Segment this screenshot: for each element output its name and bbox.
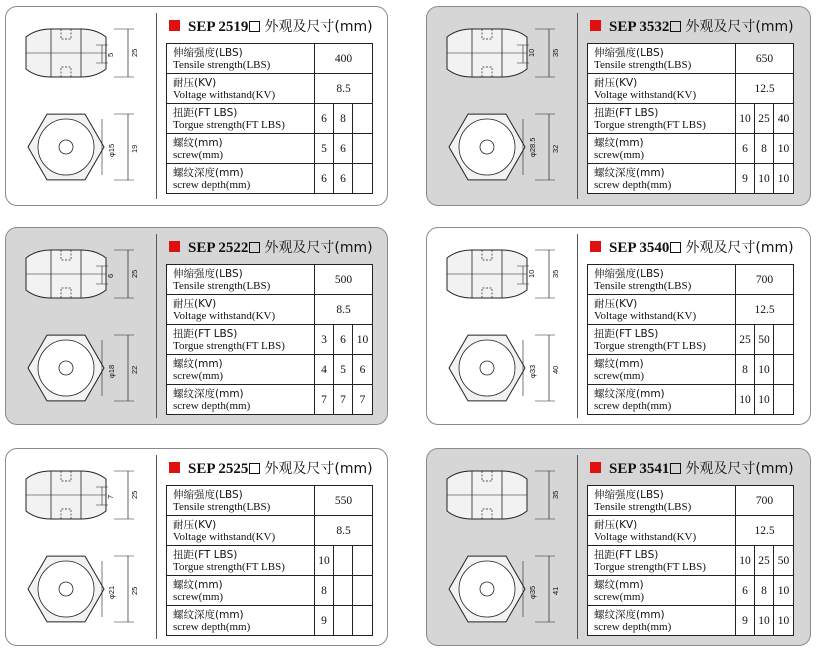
table-row (588, 606, 794, 636)
value-cell: 40 (774, 104, 794, 134)
value-cell: 8 (736, 355, 755, 385)
model-number: SEP 2525 (188, 461, 249, 477)
value-cell: 5 (334, 355, 353, 385)
value-cell: 25 (736, 325, 755, 355)
model-number: SEP 3541 (609, 461, 670, 477)
red-square-icon (169, 462, 180, 473)
table-row (588, 295, 794, 325)
insulator-drawing (427, 7, 577, 206)
value-cell: 10 (755, 164, 774, 194)
table-row (588, 104, 794, 134)
product-card (5, 6, 388, 206)
checkbox-square-icon (249, 21, 260, 32)
model-number: SEP 2522 (188, 240, 249, 256)
table-row (167, 295, 373, 325)
product-title (590, 237, 794, 257)
value-cell: 10 (774, 606, 794, 636)
hex-dim-label: 40 (551, 365, 560, 374)
table-row (167, 164, 373, 194)
table-row (588, 516, 794, 546)
spec-label: 螺纹(mm) screw(mm) (588, 576, 736, 606)
checkbox-square-icon (249, 463, 260, 474)
value-cell: 9 (315, 606, 334, 636)
product-card (426, 227, 811, 425)
height-dim-label: 25 (130, 269, 139, 278)
voltage-value: 12.5 (736, 295, 794, 325)
spec-label: 螺纹(mm) screw(mm) (588, 134, 736, 164)
product-title (590, 458, 794, 478)
insulator-drawing (427, 228, 577, 425)
table-row (588, 355, 794, 385)
spec-label: 耐压(KV) Voltage withstand(KV) (588, 295, 736, 325)
thread-dim-label: 10 (527, 269, 536, 278)
value-cell: 8 (755, 576, 774, 606)
table-row (588, 576, 794, 606)
table-row (167, 606, 373, 636)
value-cell: 10 (736, 546, 755, 576)
thread-dim-label: 7 (106, 494, 115, 499)
spec-label: 伸缩强度(LBS) Tensile strength(LBS) (588, 265, 736, 295)
value-cell: 8 (334, 104, 353, 134)
diameter-dim-label: φ18 (107, 364, 116, 378)
spec-label: 伸缩强度(LBS) Tensile strength(LBS) (588, 44, 736, 74)
voltage-value: 12.5 (736, 74, 794, 104)
spec-label: 螺纹(mm) screw(mm) (588, 355, 736, 385)
red-square-icon (590, 462, 601, 473)
value-cell: 8 (755, 134, 774, 164)
value-cell (353, 164, 373, 194)
tensile-value: 700 (736, 265, 794, 295)
table-row (167, 325, 373, 355)
value-cell: 10 (736, 104, 755, 134)
diameter-dim-label: φ21 (107, 585, 116, 599)
spec-table (166, 264, 373, 415)
title-suffix: 外观及尺寸(mm) (685, 461, 794, 477)
title-suffix: 外观及尺寸(mm) (264, 240, 373, 256)
checkbox-square-icon (670, 21, 681, 32)
value-cell (353, 134, 373, 164)
spec-label: 螺纹深度(mm) screw depth(mm) (167, 606, 315, 636)
red-square-icon (169, 20, 180, 31)
diameter-dim-label: φ33 (528, 364, 537, 378)
thread-dim-label: 6 (106, 273, 115, 278)
tensile-value: 550 (315, 486, 373, 516)
table-row (588, 44, 794, 74)
product-title (169, 458, 373, 478)
table-row (588, 385, 794, 415)
hex-dim-label: 22 (130, 365, 139, 374)
table-row (167, 576, 373, 606)
table-row (588, 265, 794, 295)
spec-label: 伸缩强度(LBS) Tensile strength(LBS) (167, 486, 315, 516)
product-title (169, 16, 373, 36)
insulator-drawing (6, 228, 156, 425)
table-row (167, 486, 373, 516)
value-cell: 50 (755, 325, 774, 355)
hex-dim-label: 19 (130, 144, 139, 153)
value-cell: 9 (736, 606, 755, 636)
table-row (167, 265, 373, 295)
tensile-value: 650 (736, 44, 794, 74)
product-card (5, 448, 388, 646)
value-cell: 3 (315, 325, 334, 355)
voltage-value: 8.5 (315, 295, 373, 325)
hex-dim-label: 41 (551, 586, 560, 595)
spec-label: 扭距(FT LBS) Torgue strength(FT LBS) (167, 104, 315, 134)
spec-label: 螺纹(mm) screw(mm) (167, 134, 315, 164)
table-row (167, 516, 373, 546)
spec-label: 耐压(KV) Voltage withstand(KV) (167, 74, 315, 104)
checkbox-square-icon (670, 242, 681, 253)
spec-label: 耐压(KV) Voltage withstand(KV) (167, 516, 315, 546)
value-cell: 10 (353, 325, 373, 355)
value-cell: 25 (755, 546, 774, 576)
height-dim-label: 25 (130, 490, 139, 499)
spec-label: 扭距(FT LBS) Torgue strength(FT LBS) (588, 325, 736, 355)
value-cell: 5 (315, 134, 334, 164)
voltage-value: 8.5 (315, 74, 373, 104)
spec-label: 伸缩强度(LBS) Tensile strength(LBS) (588, 486, 736, 516)
spec-table (587, 485, 794, 636)
value-cell: 7 (315, 385, 334, 415)
red-square-icon (169, 241, 180, 252)
table-row (588, 546, 794, 576)
table-row (588, 164, 794, 194)
value-cell (774, 355, 794, 385)
spec-label: 扭距(FT LBS) Torgue strength(FT LBS) (167, 546, 315, 576)
hex-dim-label: 32 (551, 144, 560, 153)
table-row (588, 486, 794, 516)
spec-table (166, 485, 373, 636)
spec-label: 扭距(FT LBS) Torgue strength(FT LBS) (588, 104, 736, 134)
spec-label: 螺纹深度(mm) screw depth(mm) (167, 385, 315, 415)
value-cell: 6 (334, 164, 353, 194)
title-suffix: 外观及尺寸(mm) (685, 19, 794, 35)
insulator-drawing (427, 449, 577, 646)
thread-dim-label: 5 (106, 52, 115, 57)
table-row (167, 74, 373, 104)
title-suffix: 外观及尺寸(mm) (264, 19, 373, 35)
model-number: SEP 2519 (188, 19, 249, 35)
table-row (588, 134, 794, 164)
table-row (167, 355, 373, 385)
model-number: SEP 3532 (609, 19, 670, 35)
spec-table (587, 43, 794, 194)
voltage-value: 12.5 (736, 516, 794, 546)
spec-label: 螺纹深度(mm) screw depth(mm) (588, 385, 736, 415)
value-cell (353, 576, 373, 606)
value-cell: 10 (315, 546, 334, 576)
spec-label: 螺纹(mm) screw(mm) (167, 576, 315, 606)
product-card (5, 227, 388, 425)
insulator-drawing (6, 449, 156, 646)
red-square-icon (590, 241, 601, 252)
value-cell: 6 (736, 134, 755, 164)
value-cell: 10 (774, 576, 794, 606)
height-dim-label: 35 (551, 269, 560, 278)
value-cell: 7 (353, 385, 373, 415)
tensile-value: 500 (315, 265, 373, 295)
table-row (167, 385, 373, 415)
spec-label: 伸缩强度(LBS) Tensile strength(LBS) (167, 44, 315, 74)
checkbox-square-icon (249, 242, 260, 253)
spec-label: 耐压(KV) Voltage withstand(KV) (167, 295, 315, 325)
value-cell: 6 (315, 164, 334, 194)
value-cell: 25 (755, 104, 774, 134)
value-cell: 8 (315, 576, 334, 606)
spec-label: 扭距(FT LBS) Torgue strength(FT LBS) (167, 325, 315, 355)
spec-label: 扭距(FT LBS) Torgue strength(FT LBS) (588, 546, 736, 576)
product-title (169, 237, 373, 257)
value-cell (334, 576, 353, 606)
diameter-dim-label: φ35 (528, 585, 537, 599)
height-dim-label: 25 (130, 48, 139, 57)
spec-table (587, 264, 794, 415)
value-cell (774, 385, 794, 415)
value-cell: 10 (736, 385, 755, 415)
value-cell (353, 546, 373, 576)
spec-label: 伸缩强度(LBS) Tensile strength(LBS) (167, 265, 315, 295)
title-suffix: 外观及尺寸(mm) (685, 240, 794, 256)
value-cell: 6 (334, 325, 353, 355)
red-square-icon (590, 20, 601, 31)
table-row (167, 134, 373, 164)
spec-label: 螺纹(mm) screw(mm) (167, 355, 315, 385)
value-cell: 10 (755, 606, 774, 636)
value-cell: 4 (315, 355, 334, 385)
height-dim-label: 35 (551, 490, 560, 499)
value-cell: 6 (334, 134, 353, 164)
checkbox-square-icon (670, 463, 681, 474)
tensile-value: 700 (736, 486, 794, 516)
value-cell: 9 (736, 164, 755, 194)
product-card (426, 6, 811, 206)
hex-dim-label: 25 (130, 586, 139, 595)
value-cell: 6 (736, 576, 755, 606)
spec-label: 螺纹深度(mm) screw depth(mm) (588, 164, 736, 194)
product-card (426, 448, 811, 646)
table-row (167, 44, 373, 74)
thread-dim-label: 10 (527, 48, 536, 57)
value-cell: 6 (353, 355, 373, 385)
title-suffix: 外观及尺寸(mm) (264, 461, 373, 477)
value-cell: 10 (755, 385, 774, 415)
spec-label: 耐压(KV) Voltage withstand(KV) (588, 516, 736, 546)
value-cell: 10 (774, 164, 794, 194)
tensile-value: 400 (315, 44, 373, 74)
product-title (590, 16, 794, 36)
spec-label: 螺纹深度(mm) screw depth(mm) (588, 606, 736, 636)
value-cell: 10 (774, 134, 794, 164)
spec-table (166, 43, 373, 194)
voltage-value: 8.5 (315, 516, 373, 546)
table-row (588, 325, 794, 355)
value-cell (353, 104, 373, 134)
diameter-dim-label: φ15 (107, 143, 116, 157)
value-cell (334, 546, 353, 576)
spec-label: 耐压(KV) Voltage withstand(KV) (588, 74, 736, 104)
spec-label: 螺纹深度(mm) screw depth(mm) (167, 164, 315, 194)
value-cell: 6 (315, 104, 334, 134)
value-cell: 50 (774, 546, 794, 576)
table-row (588, 74, 794, 104)
model-number: SEP 3540 (609, 240, 670, 256)
value-cell (353, 606, 373, 636)
table-row (167, 104, 373, 134)
table-row (167, 546, 373, 576)
value-cell: 7 (334, 385, 353, 415)
diameter-dim-label: φ28.5 (528, 137, 537, 157)
insulator-drawing (6, 7, 156, 206)
value-cell: 10 (755, 355, 774, 385)
height-dim-label: 35 (551, 48, 560, 57)
value-cell (774, 325, 794, 355)
value-cell (334, 606, 353, 636)
